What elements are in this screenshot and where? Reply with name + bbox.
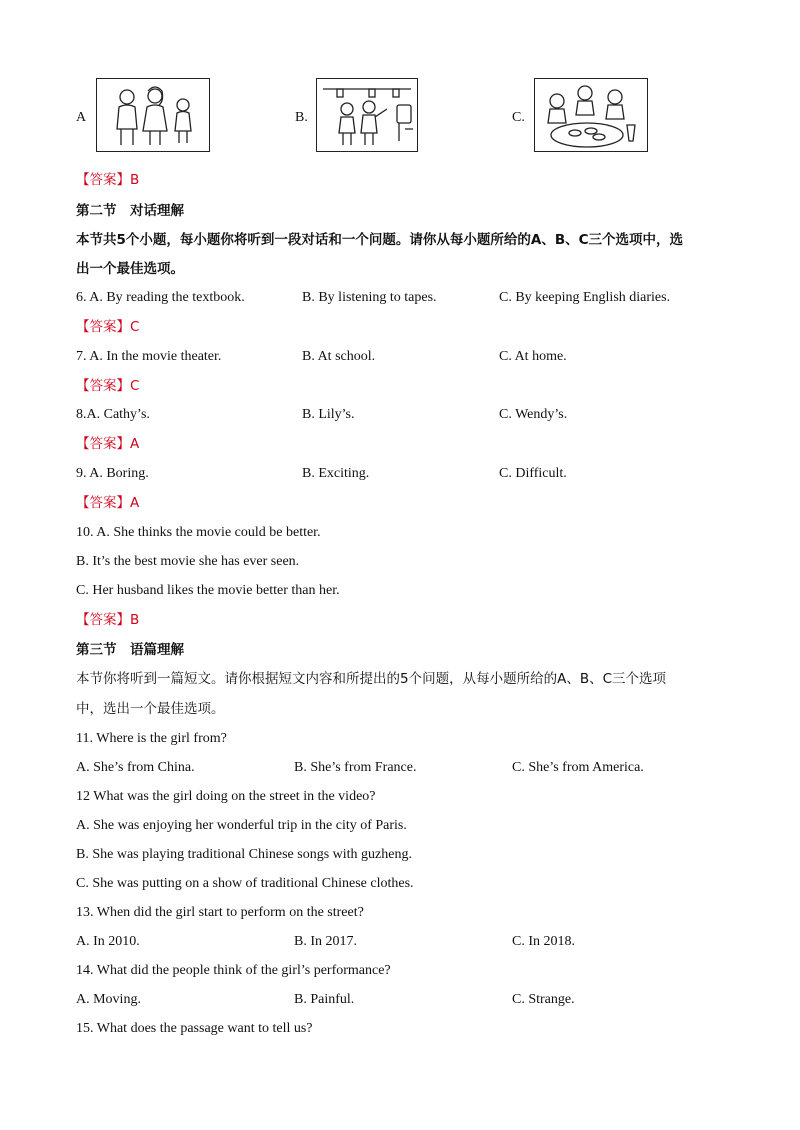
q11-option-c: C. She’s from America.	[512, 760, 644, 775]
q12-option-c: C. She was putting on a show of traditional Chinese clothes.	[76, 876, 414, 891]
q10-option-b: B. It’s the best movie she has ever seen.	[76, 554, 300, 569]
q9-option-b: B. Exciting.	[302, 466, 370, 481]
q10-option-a: 10. A. She thinks the movie could be better.	[76, 525, 321, 540]
q15-question: 15. What does the passage want to tell us?	[76, 1021, 313, 1036]
q6-option-a: 6. A. By reading the textbook.	[76, 290, 245, 305]
q14-option-c: C. Strange.	[512, 992, 575, 1007]
answer-q8: 【答案】A	[76, 436, 140, 452]
q12-question: 12 What was the girl doing on the street in the video?	[76, 789, 376, 804]
q8-option-c: C. Wendy’s.	[499, 407, 568, 422]
answer-q7: 【答案】C	[76, 378, 140, 394]
section3-instruction-line1: 本节你将听到一篇短文。请你根据短文内容和所提出的5个问题，从每小题所给的A、B、C三个选项	[76, 671, 667, 687]
q8-option-a: 8.A. Cathy’s.	[76, 407, 150, 422]
q14-option-b: B. Painful.	[294, 992, 355, 1007]
option-c-label: C.	[512, 110, 525, 125]
q7-option-a: 7. A. In the movie theater.	[76, 349, 222, 364]
q6-option-b: B. By listening to tapes.	[302, 290, 437, 305]
option-a-picture	[96, 78, 210, 152]
q14-option-a: A. Moving.	[76, 992, 141, 1007]
q7-option-b: B. At school.	[302, 349, 376, 364]
section3-instruction-line2: 中，选出一个最佳选项。	[76, 701, 225, 717]
section2-title: 第二节 对话理解	[76, 203, 184, 219]
q7-option-c: C. At home.	[499, 349, 567, 364]
q10-option-c: C. Her husband likes the movie better than her.	[76, 583, 340, 598]
q9-option-c: C. Difficult.	[499, 466, 567, 481]
q13-option-b: B. In 2017.	[294, 934, 357, 949]
q8-option-b: B. Lily’s.	[302, 407, 355, 422]
section3-title: 第三节 语篇理解	[76, 642, 184, 658]
answer-q6: 【答案】C	[76, 319, 140, 335]
q11-question: 11. Where is the girl from?	[76, 731, 227, 746]
q14-question: 14. What did the people think of the girl’s performance?	[76, 963, 391, 978]
answer-q10: 【答案】B	[76, 612, 140, 628]
option-b-picture	[316, 78, 418, 152]
section2-instruction-line2: 出一个最佳选项。	[76, 261, 184, 277]
q9-option-a: 9. A. Boring.	[76, 466, 149, 481]
q11-option-b: B. She’s from France.	[294, 760, 417, 775]
option-b-label: B.	[295, 110, 308, 125]
q6-option-c: C. By keeping English diaries.	[499, 290, 671, 305]
section2-instruction-line1: 本节共5个小题，每小题你将听到一段对话和一个问题。请你从每小题所给的A、B、C三个选项中，选	[76, 232, 684, 248]
answer-q9: 【答案】A	[76, 495, 140, 511]
q13-option-a: A. In 2010.	[76, 934, 140, 949]
q11-option-a: A. She’s from China.	[76, 760, 195, 775]
option-a-label: A	[76, 110, 87, 125]
q12-option-a: A. She was enjoying her wonderful trip in the city of Paris.	[76, 818, 407, 833]
q12-option-b: B. She was playing traditional Chinese songs with guzheng.	[76, 847, 412, 862]
q13-question: 13. When did the girl start to perform on the street?	[76, 905, 364, 920]
option-c-picture	[534, 78, 648, 152]
q13-option-c: C. In 2018.	[512, 934, 575, 949]
answer-q5: 【答案】B	[76, 172, 140, 188]
